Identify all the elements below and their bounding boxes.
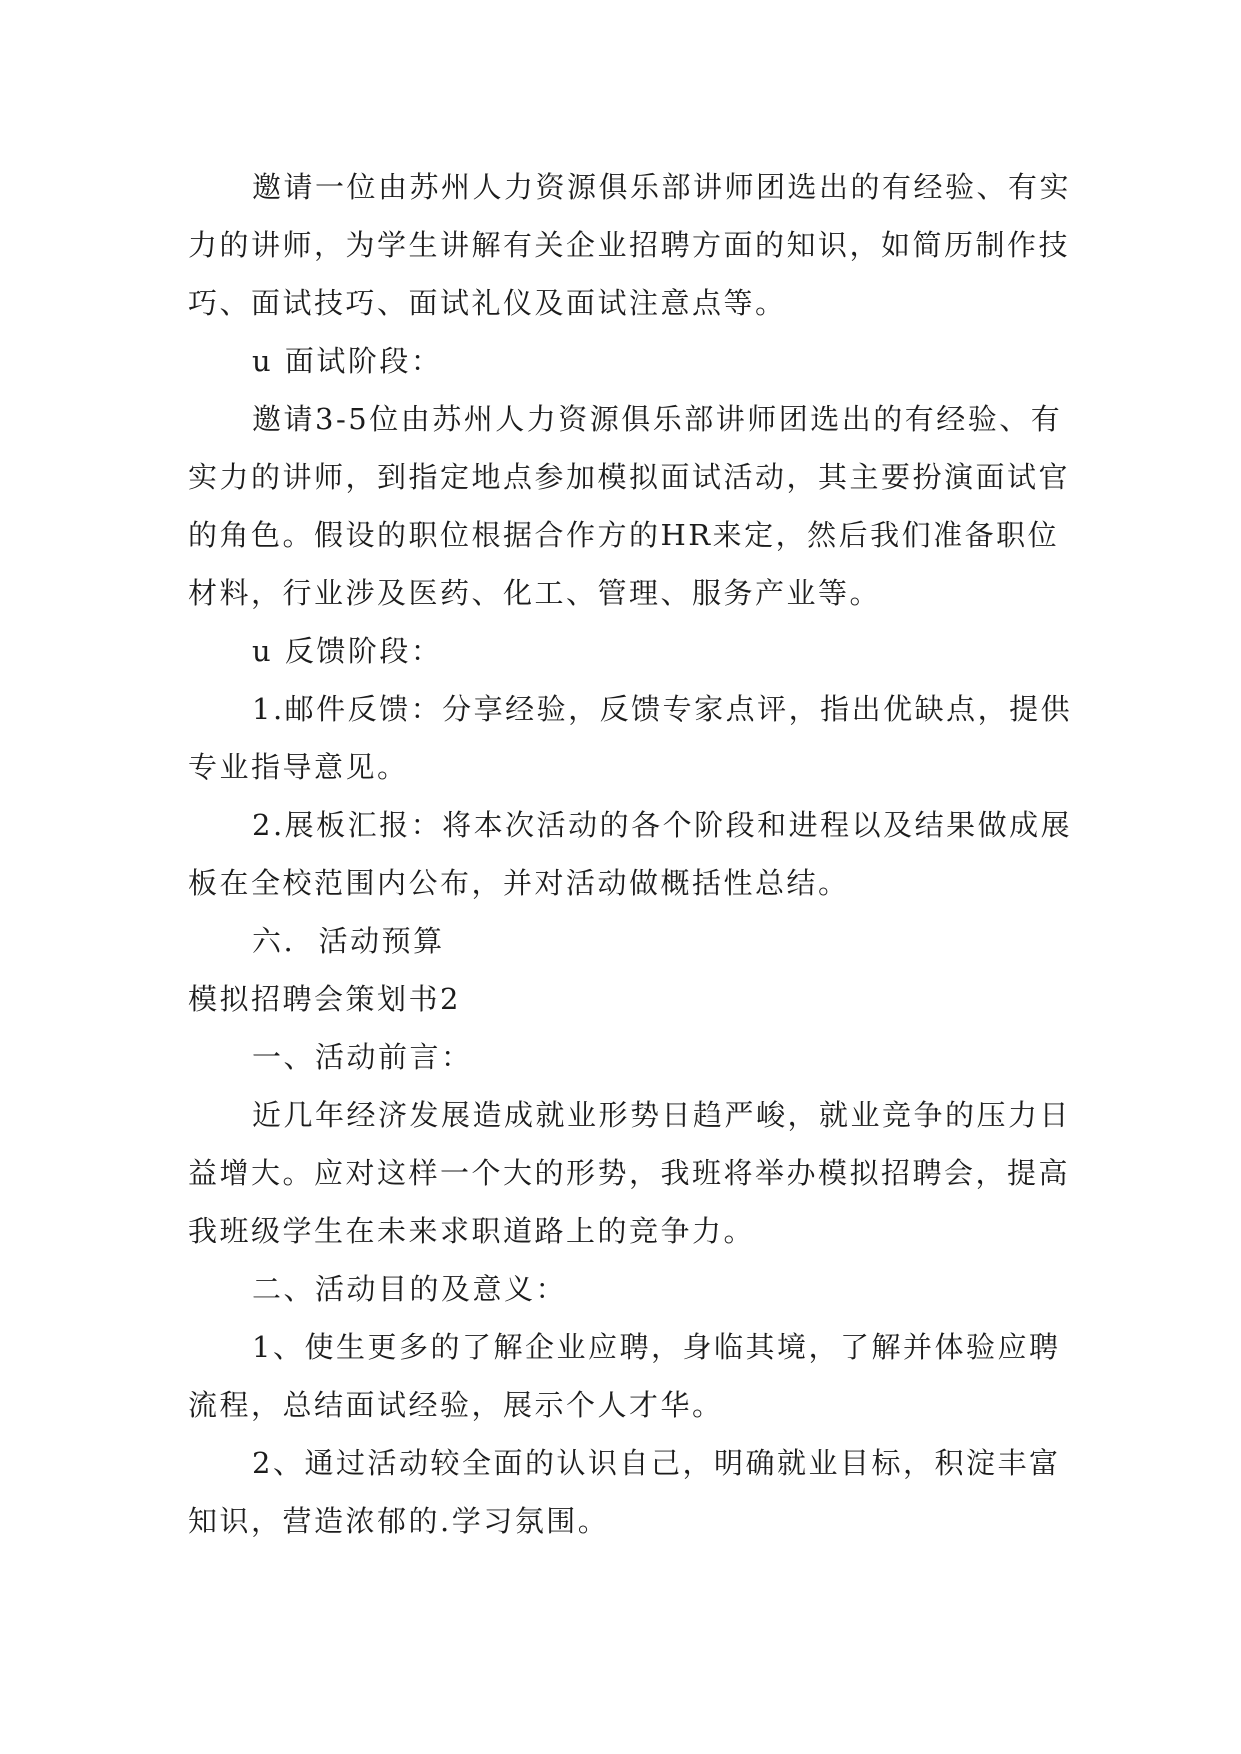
paragraph-interview-invite: 邀请3-5位由苏州人力资源俱乐部讲师团选出的有经验、有实力的讲师，到指定地点参加模拟面试活动，其主要扮演面试官的角色。假设的职位根据合作方的HR来定，然后我们准备职位材料，行业涉及医药、化工、管理、服务产业等。 [188,402,1071,610]
paragraph-board-report: 2.展板汇报：将本次活动的各个阶段和进程以及结果做成展板在全校范围内公布，并对活动做概括性总结。 [188,808,1073,900]
heading-preface: 一、活动前言： [252,1040,473,1074]
document-title-2: 模拟招聘会策划书2 [188,982,461,1016]
heading-purpose: 二、活动目的及意义： [252,1272,568,1306]
paragraph-preface: 近几年经济发展造成就业形势日趋严峻，就业竞争的压力日益增大。应对这样一个大的形势，我班将举办模拟招聘会，提高我班级学生在未来求职道路上的竞争力。 [188,1098,1072,1248]
document-body [188,158,1088,1550]
heading-budget: 六. 活动预算 [252,924,445,958]
paragraph-purpose-2: 2、通过活动较全面的认识自己，明确就业目标，积淀丰富知识，营造浓郁的.学习氛围。 [188,1446,1061,1538]
heading-interview-stage: u 面试阶段： [252,344,443,378]
paragraph-lecture-invite: 邀请一位由苏州人力资源俱乐部讲师团选出的有经验、有实力的讲师，为学生讲解有关企业招聘方面的知识，如简历制作技巧、面试技巧、面试礼仪及面试注意点等。 [188,170,1072,320]
paragraph-email-feedback: 1.邮件反馈：分享经验，反馈专家点评，指出优缺点，提供专业指导意见。 [188,692,1073,784]
paragraph-purpose-1: 1、使生更多的了解企业应聘，身临其境，了解并体验应聘流程，总结面试经验，展示个人才华。 [188,1330,1061,1422]
heading-feedback-stage: u 反馈阶段： [252,634,443,668]
